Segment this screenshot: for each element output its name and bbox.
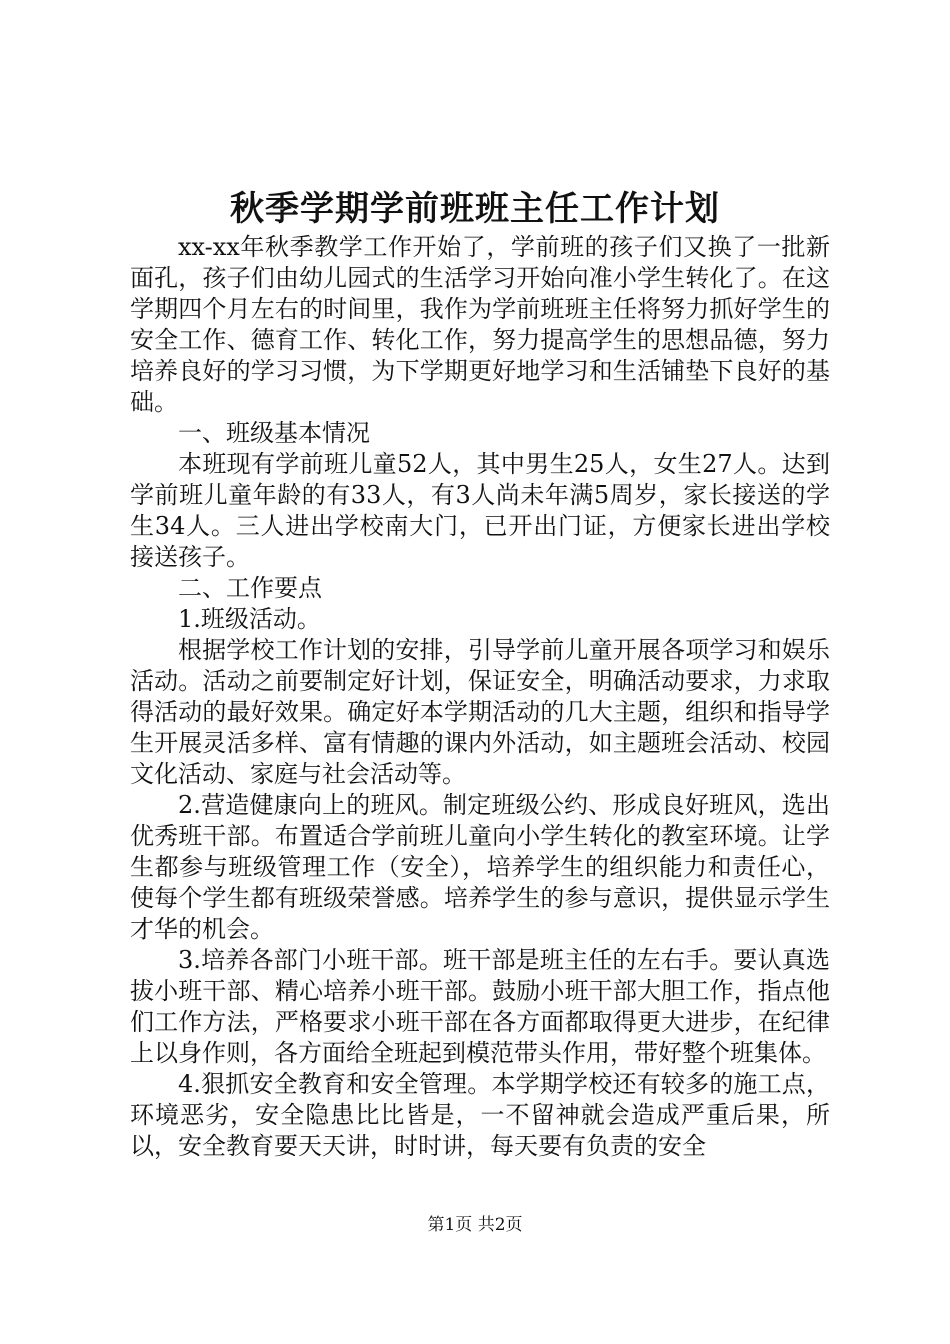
class-atmosphere-paragraph: 2.营造健康向上的班风。制定班级公约、形成良好班风，选出优秀班干部。布置适合学前班儿童向小学生转化的教室环境。让学生都参与班级管理工作（安全），培养学生的组织能力和责任心，使每个学生都有班级荣誉感。培养学生的参与意识，提供显示学生才华的机会。 — [130, 791, 830, 943]
subheading-class-activities: 1.班级活动。 — [178, 605, 321, 633]
section-heading-class-situation: 一、班级基本情况 — [178, 419, 370, 447]
section-heading-work-points: 二、工作要点 — [178, 574, 322, 602]
document-title: 秋季学期学前班班主任工作计划 — [230, 189, 720, 229]
page-footer: 第1页 共2页 — [427, 1215, 523, 1235]
document-body — [130, 232, 830, 1162]
intro-paragraph: xx-xx年秋季教学工作开始了，学前班的孩子们又换了一批新面孔，孩子们由幼儿园式的生活学习开始向准小学生转化了。在这学期四个月左右的时间里，我作为学前班班主任将努力抓好学生的安全工作、德育工作、转化工作，努力提高学生的思想品德，努力培养良好的学习习惯，为下学期更好地学习和生活铺垫下良好的基础。 — [130, 233, 830, 416]
safety-education-paragraph: 4.狠抓安全教育和安全管理。本学期学校还有较多的施工点，环境恶劣，安全隐患比比皆是，一不留神就会造成严重后果，所以，安全教育要天天讲，时时讲，每天要有负责的安全 — [130, 1070, 830, 1160]
class-cadres-paragraph: 3.培养各部门小班干部。班干部是班主任的左右手。要认真选拔小班干部、精心培养小班干部。鼓励小班干部大胆工作，指点他们工作方法，严格要求小班干部在各方面都取得更大进步，在纪律上以身作则，各方面给全班起到模范带头作用，带好整个班集体。 — [130, 946, 830, 1067]
class-activities-paragraph: 根据学校工作计划的安排，引导学前儿童开展各项学习和娱乐活动。活动之前要制定好计划，保证安全，明确活动要求，力求取得活动的最好效果。确定好本学期活动的几大主题，组织和指导学生开展灵活多样、富有情趣的课内外活动，如主题班会活动、校园文化活动、家庭与社会活动等。 — [130, 636, 830, 788]
class-situation-paragraph: 本班现有学前班儿童52人，其中男生25人，女生27人。达到学前班儿童年龄的有33人，有3人尚未年满5周岁，家长接送的学生34人。三人进出学校南大门，已开出门证，方便家长进出学校接送孩子。 — [130, 450, 830, 571]
